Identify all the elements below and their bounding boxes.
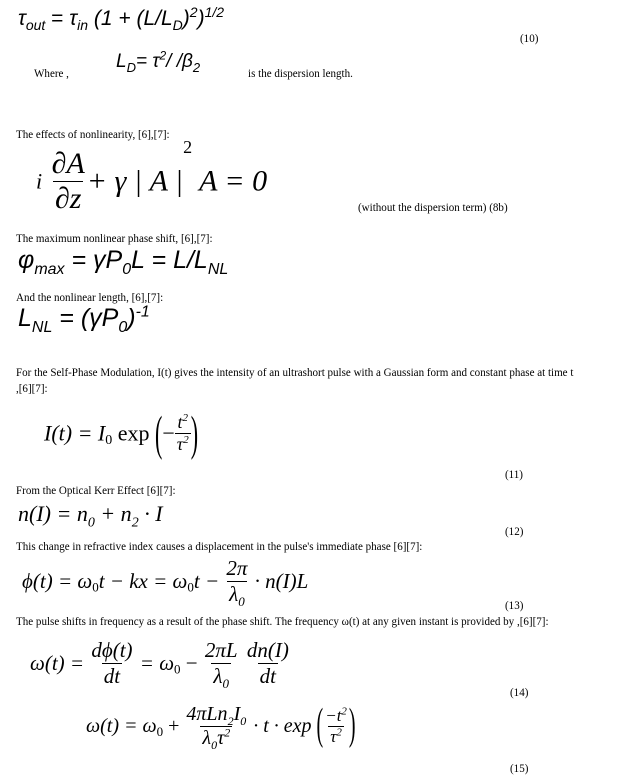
eq14-den1: dt	[103, 664, 121, 688]
ld-b2-sub: 2	[192, 59, 201, 75]
eq11-rparen: )	[190, 404, 199, 460]
dispersion-length-equation	[116, 48, 201, 75]
eq14-num3: dn(I)	[246, 638, 289, 662]
dispersion-length-desc: is the dispersion length.	[248, 66, 353, 80]
eq14-lhs: ω(t) =	[30, 651, 85, 675]
eq8b-sq: 2	[183, 137, 193, 157]
eq10-close: )	[182, 7, 190, 30]
eq15-fraction	[184, 703, 248, 750]
eq11-lhs: I(t) = I	[44, 420, 106, 446]
eq14-fraction-2	[203, 638, 240, 692]
equation-13	[22, 556, 309, 610]
eq15-lparen: (	[316, 701, 324, 750]
eq10-close-2: )	[197, 7, 205, 30]
lnl-exp: -1	[135, 303, 150, 321]
phi-max-sub: max	[34, 261, 65, 278]
eq13-num: 2π	[226, 556, 248, 580]
eq14-minus: −	[180, 651, 198, 675]
phi-tail: L = L/L	[131, 246, 208, 274]
equation-12-number: (12)	[505, 524, 524, 538]
eq8b-fraction	[50, 147, 87, 216]
lnl-L: L	[18, 304, 32, 332]
eq15-den-sup: 2	[224, 725, 231, 740]
equation-lnl	[18, 303, 150, 336]
lnl-close: )	[127, 304, 136, 332]
eq15-num-sub2: 0	[240, 714, 247, 728]
eq11-exp: exp	[112, 420, 150, 446]
eq11-den-sup: 2	[183, 434, 189, 446]
eq10-sq: 2	[189, 4, 198, 20]
eq15-rparen: )	[348, 701, 356, 750]
eq13-zero-sub: 0	[92, 579, 99, 595]
eq14-zero-sub: 0	[174, 661, 181, 677]
refraction-text: This change in refractive index causes a displacement in the pulse's immediate phase [6][7]:	[16, 539, 423, 553]
nonlinearity-intro: The effects of nonlinearity, [6],[7]:	[16, 127, 170, 141]
ld-D-sub: D	[126, 59, 136, 75]
equation-11	[44, 404, 199, 460]
eq10-rest: (1 + (L/L	[88, 7, 173, 30]
lnl-rest: = (γP	[52, 304, 119, 332]
spm-text-line-2: ,[6][7]:	[16, 381, 48, 395]
equation-14-number: (14)	[510, 685, 529, 699]
eq14-num1: dϕ(t)	[91, 638, 133, 662]
eq8b-denominator: ∂z	[54, 182, 82, 215]
eq15-plus: +	[163, 715, 180, 737]
frequency-text: The pulse shifts in frequency as a result of the phase shift. The frequency ω(t) at any given instant is provided by ,[6][7]:	[16, 614, 549, 628]
equation-14	[30, 638, 291, 692]
eq11-num-sup: 2	[182, 412, 189, 424]
lnl-p0-sub: 0	[118, 319, 128, 336]
equation-10-number: (10)	[520, 31, 539, 45]
equation-8b	[36, 137, 268, 216]
eq12-tail: · I	[138, 501, 163, 526]
eq12-zero-sub: 0	[87, 515, 95, 531]
eq13-mid: t − kx = ω	[98, 569, 188, 593]
eq15-num-tail: I	[233, 703, 241, 725]
eq10-D-sub: D	[172, 17, 183, 34]
eq13-zero2-sub: 0	[187, 579, 194, 595]
eq13-mid2: t −	[193, 569, 220, 593]
eq8b-numerator: ∂A	[51, 147, 85, 180]
phi-nl-sub: NL	[207, 261, 229, 278]
eq13-tail: · n(I)L	[249, 569, 309, 593]
eq15-den-tail: τ	[217, 727, 225, 749]
eq15-inner-fraction	[323, 706, 349, 747]
eq14-den3: dt	[259, 664, 276, 688]
eq15-iden-sup: 2	[336, 726, 342, 739]
ld-slash: / /β	[166, 51, 193, 72]
eq8b-rest: + γ | A |	[86, 164, 184, 198]
eq15-den: λ	[202, 727, 212, 749]
eq14-fraction-3	[245, 638, 291, 689]
eq11-den: τ	[176, 434, 184, 454]
eq10-half: 1/2	[204, 4, 225, 20]
eq8b-i: i	[36, 168, 43, 194]
eq15-inum: −t	[325, 706, 342, 725]
eq13-lhs: ϕ(t) = ω	[22, 569, 93, 593]
ld-L: L	[116, 51, 127, 72]
eq13-fraction	[224, 556, 249, 610]
equation-13-number: (13)	[505, 598, 524, 612]
equation-12	[18, 501, 163, 531]
equation-15-number: (15)	[510, 761, 529, 775]
eq10-in-sub: in	[77, 17, 89, 34]
eq10-tau: τ	[18, 7, 26, 30]
eq15-zero-sub: 0	[156, 724, 164, 740]
eq13-den-sub: 0	[238, 594, 245, 610]
kerr-intro: From the Optical Kerr Effect [6][7]:	[16, 483, 176, 497]
eq11-num: t	[177, 412, 183, 432]
eq11-lparen: (	[155, 404, 163, 460]
phi-symbol: φ	[18, 246, 35, 274]
lnl-nl-sub: NL	[31, 319, 53, 336]
equation-phi-max	[18, 246, 229, 278]
eq11-minus: −	[162, 420, 175, 446]
eq14-fraction-1	[89, 638, 134, 689]
eq15-inum-sup: 2	[341, 705, 347, 718]
where-label: Where ,	[34, 66, 69, 80]
phase-shift-intro: The maximum nonlinear phase shift, [6],[7]:	[16, 231, 213, 245]
eq10-out-sub: out	[25, 17, 46, 34]
eq11-fraction	[175, 412, 191, 455]
eq14-num2: 2πL	[204, 638, 238, 662]
eq15-lhs: ω(t) = ω	[86, 715, 157, 737]
eq14-den2: λ	[213, 664, 223, 688]
equation-15	[86, 703, 356, 750]
eq12-two-sub: 2	[131, 515, 139, 531]
eq8b-tail: A = 0	[192, 164, 268, 198]
nonlinear-length-intro: And the nonlinear length, [6],[7]:	[16, 290, 164, 304]
ld-eq: = τ	[135, 51, 160, 72]
eq10-equals: =	[45, 7, 70, 30]
eq15-iden: τ	[330, 727, 337, 746]
eq15-den-sub: 0	[211, 738, 218, 752]
eq12-n1: n(I) = n	[18, 501, 88, 526]
equation-11-number: (11)	[505, 467, 523, 481]
eq14-mid: = ω	[134, 651, 175, 675]
ld-sq: 2	[159, 48, 167, 63]
eq10-tau-2: τ	[69, 7, 78, 30]
equation-8b-note: (without the dispersion term) (8b)	[358, 200, 508, 214]
eq12-plus: + n	[94, 501, 132, 526]
phi-p0-sub: 0	[122, 261, 132, 278]
equation-10	[18, 4, 225, 34]
spm-text-line-1: For the Self-Phase Modulation, I(t) gives the intensity of an ultrashort pulse with a Gaussian form and constant phase at time t	[16, 365, 574, 379]
phi-rest: = γP	[64, 246, 123, 274]
eq14-den2-sub: 0	[222, 676, 230, 692]
eq15-num: 4πLn	[186, 703, 228, 725]
eq13-den: λ	[229, 582, 239, 606]
eq11-zero-sub: 0	[105, 432, 113, 448]
eq15-mid: · t · exp	[248, 715, 312, 737]
eq15-num-sub: 2	[227, 714, 234, 728]
